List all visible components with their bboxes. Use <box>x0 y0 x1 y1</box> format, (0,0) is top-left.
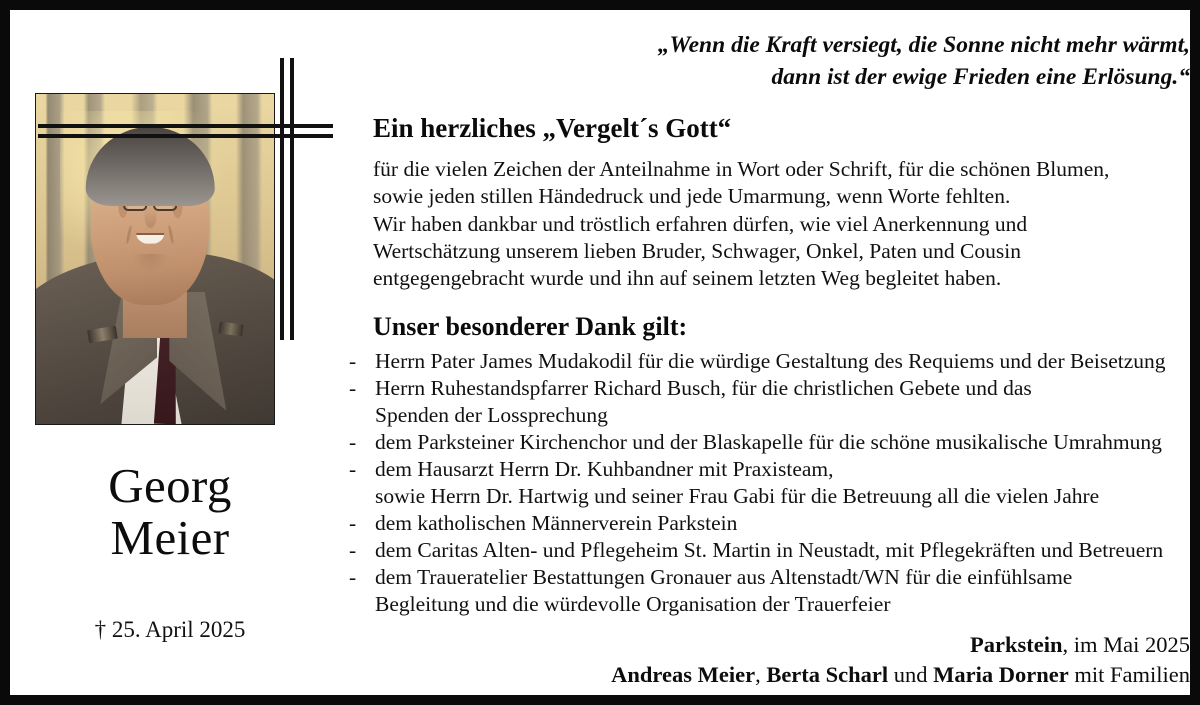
signature-place-suffix: , im Mai 2025 <box>1062 632 1190 657</box>
bullet-dash-icon: - <box>349 375 357 400</box>
intro-line: sowie jeden stillen Händedruck und jede Umarmung, wenn Worte fehlten. <box>373 184 1011 209</box>
list-item-line: Begleitung und die würdevolle Organisation der Trauerfeier <box>375 591 891 616</box>
cross-vertical-line-right <box>290 58 294 340</box>
signature-name-3: Maria Dorner <box>933 661 1069 687</box>
deceased-last-name: Meier <box>110 509 230 565</box>
thanks-intro-paragraph <box>373 156 1200 292</box>
bullet-dash-icon: - <box>349 429 357 454</box>
signature-separator-1: , <box>755 661 767 687</box>
signature-block <box>345 630 1200 690</box>
list-item <box>345 429 1200 456</box>
list-item-line: Herrn Pater James Mudakodil für die würdige Gestaltung des Requiems und der Beisetzung <box>375 349 1166 373</box>
signature-name-1: Andreas Meier <box>611 661 756 687</box>
intro-line: für die vielen Zeichen der Anteilnahme in Wort oder Schrift, für die schönen Blumen, <box>373 157 1110 181</box>
list-item-line: Spenden der Lossprechung <box>375 402 608 427</box>
intro-line: Wir haben dankbar und tröstlich erfahren dürfen, wie viel Anerkennung und <box>373 211 1028 236</box>
deceased-name <box>10 460 330 564</box>
list-item <box>345 348 1200 375</box>
signature-place: Parkstein <box>970 632 1063 657</box>
list-item-line: dem Hausarzt Herrn Dr. Kuhbandner mit Praxisteam, <box>375 456 834 481</box>
list-item-line: dem Caritas Alten- und Pflegeheim St. Martin in Neustadt, mit Pflegekräften und Betreuern <box>375 537 1164 562</box>
portrait-photo <box>35 93 275 425</box>
left-column <box>10 10 340 695</box>
smiling-mouth <box>136 233 165 244</box>
signature-suffix: mit Familien <box>1068 661 1190 687</box>
bullet-dash-icon: - <box>349 456 357 481</box>
list-item-line: dem Traueratelier Bestattungen Gronauer aus Altenstadt/WN für die einfühlsame <box>375 564 1073 589</box>
list-item <box>345 510 1200 537</box>
signature-family-line <box>345 660 1190 690</box>
left-smile-line <box>126 224 133 243</box>
list-item-line: sowie Herrn Dr. Hartwig und seiner Frau Gabi für die Betreuung all die vielen Jahre <box>375 483 1100 508</box>
bullet-dash-icon: - <box>349 349 357 373</box>
death-date: † 25. April 2025 <box>94 617 246 642</box>
list-item <box>345 375 1200 429</box>
list-item-line: dem katholischen Männerverein Parkstein <box>375 510 738 535</box>
bullet-dash-icon: - <box>349 537 357 562</box>
nose <box>144 206 156 228</box>
list-item-line: dem Parksteiner Kirchenchor und der Blaskapelle für die schöne musikalische Umrahmung <box>375 429 1162 454</box>
list-item-line: Herrn Ruhestandspfarrer Richard Busch, für die christlichen Gebete und das <box>375 375 1032 400</box>
memorial-quote <box>345 30 1200 94</box>
signature-place-line <box>345 630 1190 660</box>
bullet-dash-icon: - <box>349 510 357 535</box>
signature-separator-2: und <box>888 661 934 687</box>
deceased-first-name: Georg <box>108 458 232 513</box>
special-thanks-list <box>345 348 1200 618</box>
bullet-dash-icon: - <box>349 564 357 589</box>
special-thanks-heading: Unser besonderer Dank gilt: <box>373 312 688 341</box>
chin-shadow <box>132 254 168 271</box>
intro-line: entgegengebracht wurde und ihn auf seinem letzten Weg begleitet haben. <box>373 266 1002 291</box>
list-item <box>345 564 1200 618</box>
thanks-heading: Ein herzliches „Vergelt´s Gott“ <box>373 113 732 143</box>
quote-line-2: dann ist der ewige Frieden eine Erlösung.“ <box>771 63 1190 90</box>
quote-line-1: „Wenn die Kraft versiegt, die Sonne nicht mehr wärmt, <box>657 32 1190 58</box>
intro-line: Wertschätzung unserem lieben Bruder, Schwager, Onkel, Paten und Cousin <box>373 238 1021 263</box>
right-smile-line <box>168 224 175 243</box>
cross-vertical-line-left <box>280 58 284 340</box>
right-column <box>345 10 1200 695</box>
list-item <box>345 456 1200 510</box>
list-item <box>345 537 1200 564</box>
signature-name-2: Berta Scharl <box>766 661 889 687</box>
